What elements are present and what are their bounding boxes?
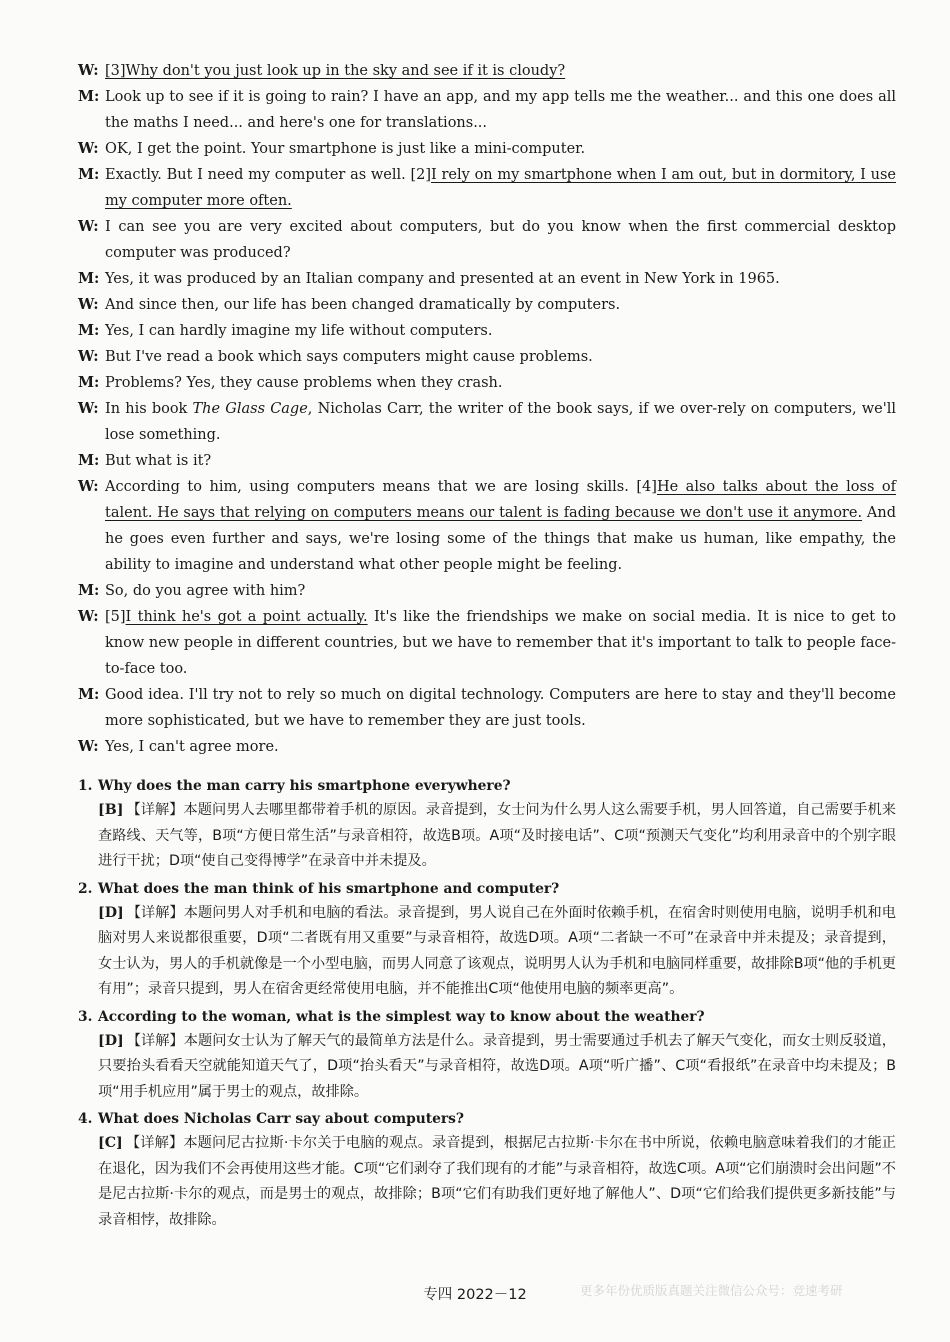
question-number: 4.: [78, 1111, 93, 1127]
dialogue-line: [78, 474, 896, 578]
speaker-label: M:: [78, 582, 100, 599]
text-segment: And since then, our life has been changed dramatically by computers.: [105, 297, 621, 313]
speaker-label: M:: [78, 166, 100, 183]
speaker-label: M:: [78, 322, 100, 339]
dialogue-line: [78, 682, 896, 734]
watermark: 更多年份优质版真题关注微信公众号：竞速考研: [580, 1283, 843, 1298]
answer-explanation: [98, 901, 896, 1003]
question: [78, 877, 896, 901]
text-segment: According to him, using computers means that we are losing skills. [4]: [105, 479, 657, 495]
speaker-label: W:: [78, 348, 99, 365]
dialogue-line: [78, 292, 896, 318]
questions-section: [78, 772, 896, 1234]
dialogue-line: [78, 162, 896, 214]
dialogue-line: [78, 136, 896, 162]
question-text: What does Nicholas Carr say about computers?: [98, 1111, 465, 1127]
dialogue-text: [105, 84, 896, 136]
speaker-label: W:: [78, 218, 99, 235]
speaker-label: M:: [78, 686, 100, 703]
dialogue-text: [105, 136, 896, 162]
answer-key: [C]: [98, 1135, 123, 1151]
dialogue-text: [105, 734, 896, 760]
explanation-text: 【详解】本题问男人对手机和电脑的看法。录音提到，男人说自己在外面时依赖手机，在宿舍时则使用电脑，说明手机和电脑对男人来说都很重要，D项“二者既有用又重要”与录音相符，故选D项。A项“二者缺一不可”在录音中并未提及；录音提到，女士认为，男人的手机就像是一个小型电脑，而男人同意了该观点，说明男人认为手机和电脑同样重要，故排除B项“他的手机更有用”；录音只提到，男人在宿舍更经常使用电脑，并不能推出C项“他使用电脑的频率更高”。: [98, 904, 896, 997]
dialogue-line: [78, 370, 896, 396]
text-segment: But what is it?: [105, 453, 212, 469]
dialogue-text: [105, 578, 896, 604]
explanation-text: 【详解】本题问男人去哪里都带着手机的原因。录音提到，女士问为什么男人这么需要手机，男人回答道，自己需要手机来查路线、天气等，B项“方便日常生活”与录音相符，故选B项。A项“及时接电话”、C项“预测天气变化”均利用录音中的个别字眼进行干扰；D项“使自己变得博学”在录音中并未提及。: [98, 802, 896, 869]
text-segment: In his book: [105, 401, 193, 417]
speaker-label: W:: [78, 296, 99, 313]
answer-key: [D]: [98, 904, 124, 921]
speaker-label: M:: [78, 452, 100, 469]
dialogue-line: [78, 734, 896, 760]
underlined-evidence: [3]Why don't you just look up in the sky and see if it is cloudy?: [105, 63, 566, 79]
text-segment: Yes, it was produced by an Italian company and presented at an event in New York in 1965.: [105, 271, 780, 287]
answer-key: [D]: [98, 1032, 124, 1049]
dialogue-line: [78, 578, 896, 604]
dialogue-text: [105, 370, 896, 396]
answer-explanation: [98, 1131, 896, 1233]
text-segment: Good idea. I'll try not to rely so much on digital technology. Computers are here to stay and they'll become more sophisticated, but we have to remember they are just tools.: [105, 687, 896, 729]
dialogue-line: [78, 58, 896, 84]
text-segment: Yes, I can hardly imagine my life without computers.: [105, 323, 493, 339]
question-number: 1.: [78, 778, 93, 794]
answer-key: [B]: [98, 802, 124, 818]
dialogue-line: [78, 344, 896, 370]
question-text: Why does the man carry his smartphone everywhere?: [98, 778, 511, 794]
text-segment: [5]: [105, 609, 126, 625]
question-text: What does the man think of his smartphone and computer?: [98, 880, 560, 897]
text-segment: It's like the friendships we make on social media. It is nice to get to know new people in different countries, but we have to remember that it's important to talk to people face-to-face too.: [105, 609, 896, 677]
speaker-label: W:: [78, 400, 99, 417]
dialogue-text: [105, 266, 896, 292]
dialogue-text: [105, 396, 896, 448]
text-segment: Exactly. But I need my computer as well. [2]: [105, 167, 432, 183]
text-segment: I can see you are very excited about computers, but do you know when the first commercial desktop computer was produced?: [105, 219, 896, 261]
dialogue-text: [105, 292, 896, 318]
dialogue-transcript: [78, 58, 896, 760]
speaker-label: W:: [78, 478, 99, 495]
underlined-evidence: He also talks about the loss of talent. He says that relying on computers means our talent is fading because we don't use it anymore.: [105, 479, 896, 521]
speaker-label: W:: [78, 608, 99, 625]
text-segment: And he goes even further and says, we're losing some of the things that make us human, like empathy, the ability to imagine and understand what other people might be feeling.: [105, 505, 896, 573]
speaker-label: W:: [78, 62, 99, 79]
text-segment: Look up to see if it is going to rain? I have an app, and my app tells me the weather... and this one does all the maths I need... and here's one for translations...: [105, 89, 896, 131]
underlined-evidence: I think he's got a point actually.: [125, 609, 368, 625]
text-segment: Problems? Yes, they cause problems when they crash.: [105, 375, 503, 391]
dialogue-line: [78, 448, 896, 474]
dialogue-line: [78, 214, 896, 266]
question: [78, 1107, 896, 1131]
dialogue-text: [105, 214, 896, 266]
speaker-label: M:: [78, 270, 100, 287]
dialogue-text: [105, 344, 896, 370]
speaker-label: W:: [78, 140, 99, 157]
question-text: According to the woman, what is the simplest way to know about the weather?: [98, 1008, 705, 1025]
question-number: 3.: [78, 1008, 93, 1025]
answer-explanation: [98, 798, 896, 875]
speaker-label: M:: [78, 88, 100, 105]
dialogue-text: [105, 318, 896, 344]
text-segment: But I've read a book which says computers might cause problems.: [105, 349, 593, 365]
dialogue-line: [78, 604, 896, 682]
answer-explanation: [98, 1029, 896, 1106]
explanation-text: 【详解】本题问女士认为了解天气的最简单方法是什么。录音提到，男士需要通过手机去了解天气变化，而女士则反驳道，只要抬头看看天空就能知道天气了，D项“抬头看天”与录音相符，故选D项。A项“听广播”、C项“看报纸”在录音中均未提及；B项“用手机应用”属于男士的观点，故排除。: [98, 1032, 896, 1100]
dialogue-text: [105, 58, 896, 84]
dialogue-line: [78, 396, 896, 448]
question-number: 2.: [78, 880, 93, 897]
page-footer: 专四 2022－12: [423, 1287, 527, 1303]
dialogue-line: [78, 318, 896, 344]
speaker-label: W:: [78, 738, 99, 755]
underlined-evidence: I rely on my smartphone when I am out, but in dormitory, I use my computer more often.: [105, 167, 896, 209]
speaker-label: M:: [78, 374, 100, 391]
question: [78, 774, 896, 798]
book-title: The Glass Cage: [192, 401, 308, 417]
dialogue-line: [78, 84, 896, 136]
text-segment: OK, I get the point. Your smartphone is just like a mini-computer.: [105, 141, 586, 157]
dialogue-text: [105, 682, 896, 734]
dialogue-text: [105, 448, 896, 474]
dialogue-text: [105, 474, 896, 578]
text-segment: , Nicholas Carr, the writer of the book says, if we over-rely on computers, we'll lose something.: [105, 401, 896, 443]
dialogue-text: [105, 162, 896, 214]
dialogue-text: [105, 604, 896, 682]
question: [78, 1005, 896, 1029]
explanation-text: 【详解】本题问尼古拉斯·卡尔关于电脑的观点。录音提到，根据尼古拉斯·卡尔在书中所说，依赖电脑意味着我们的才能正在退化，因为我们不会再使用这些才能。C项“它们剥夺了我们现有的才能”与录音相符，故选C项。A项“它们崩溃时会出问题”不是尼古拉斯·卡尔的观点，而是男士的观点，故排除；B项“它们有助我们更好地了解他人”、D项“它们给我们提供更多新技能”与录音相悖，故排除。: [98, 1135, 896, 1228]
text-segment: Yes, I can't agree more.: [105, 739, 279, 755]
text-segment: So, do you agree with him?: [105, 583, 306, 599]
dialogue-line: [78, 266, 896, 292]
